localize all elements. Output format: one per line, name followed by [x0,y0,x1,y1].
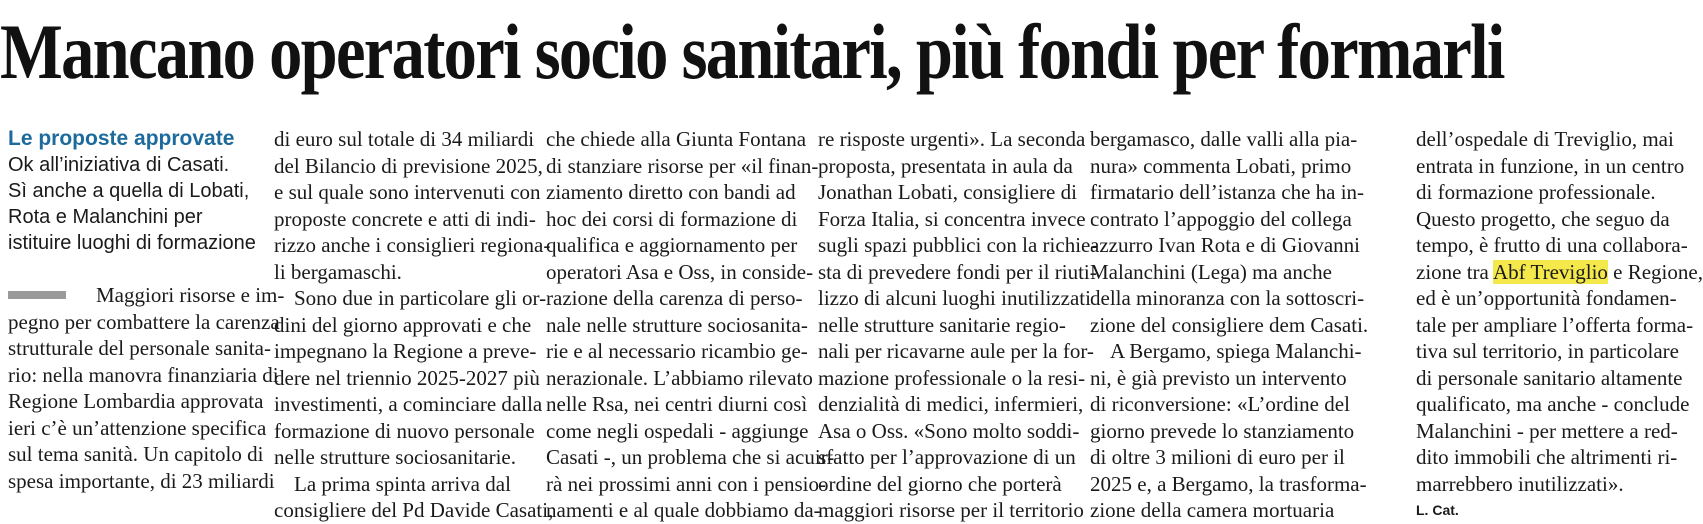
text-line: 2025 e, a Bergamo, la trasforma- [1090,471,1367,496]
text-line: spesa importante, di 23 miliardi [8,468,275,493]
highlighted-text: Abf Treviglio [1492,259,1608,284]
text-line: come negli ospedali - aggiunge [546,418,809,443]
text-line: nelle strutture sociosanitarie. [274,445,517,469]
text-line: operatori Asa e Oss, in conside- [546,259,814,284]
text-line: che chiede alla Giunta Fontana [546,127,807,151]
text-line: Casati -, un problema che si acuir- [546,445,835,469]
text-line: Forza Italia, si concentra invece [818,206,1086,231]
sidebar-line: Rota e Malanchini per [8,206,203,228]
text-line: di oltre 3 milioni di euro per il [1090,445,1345,469]
sidebar-line: Sì anche a quella di Lobati, [8,180,250,202]
text-fragment: e Regione, [1607,259,1703,284]
sidebar-title: Le proposte approvate [8,127,235,150]
text-line: di personale sanitario altamente [1416,365,1683,390]
column-6 [1416,126,1703,524]
text-line: dell’ospedale di Treviglio, mai [1416,127,1674,151]
text-line: nura» commenta Lobati, primo [1090,153,1352,178]
text-line: ed è un’opportunità fondamen- [1416,286,1677,310]
text-line: Asa o Oss. «Sono molto soddi- [818,418,1080,443]
text-line: di formazione professionale. [1416,180,1656,204]
text-line: tale per ampliare l’offerta forma- [1416,312,1694,337]
text-line: formazione di nuovo personale [274,418,535,443]
text-line: giorno prevede lo stanziamento [1090,418,1355,443]
text-line: dini del giorno approvati e che [274,312,532,337]
text-line: ziamento diretto con bandi ad [546,180,796,204]
text-line: nelle Rsa, nei centri diurni così [546,392,808,416]
text-line: Sono due in particolare gli or- [294,286,547,310]
sidebar-subtitle [8,152,256,256]
text-line [1416,259,1703,286]
text-line: di riconversione: «L’ordine del [1090,392,1350,416]
text-line: entrata in funzione, in un centro [1416,153,1685,178]
text-line: re risposte urgenti». La seconda [818,127,1086,151]
text-line: sugli spazi pubblici con la richie- [818,233,1098,257]
text-line: proposte concrete e atti di indi- [274,206,536,231]
text-line: namenti e al quale dobbiamo da- [546,498,821,522]
text-line: nale nelle strutture sociosanita- [546,312,808,337]
text-line: rà nei prossimi anni con i pensio- [546,471,826,496]
text-line: zione della camera mortuaria [1090,498,1335,522]
text-line: rizzo anche i consiglieri regiona- [274,233,551,257]
column-4 [818,126,1098,524]
column-2 [274,126,554,524]
text-line: La prima spinta arriva dal [294,471,511,496]
text-line: rio: nella manovra finanziaria di [8,362,279,387]
text-line: tiva sul territorio, in particolare [1416,339,1679,363]
column-3 [546,126,835,524]
author-signature: L. Cat. [1416,502,1459,518]
sidebar-line: istituire luoghi di formazione [8,232,256,254]
text-fragment: zione tra [1416,259,1493,284]
text-line: investimenti, a cominciare dalla [274,392,543,416]
text-line: marrebbero inutilizzati». [1416,471,1624,496]
text-line: dito immobili che altrimenti ri- [1416,445,1678,469]
text-line: lizzo di alcuni luoghi inutilizzati [818,286,1091,310]
text-line: azzurro Ivan Rota e di Giovanni [1090,233,1360,257]
text-line: ordine del giorno che porterà [818,471,1062,496]
headline: Mancano operatori socio sanitari, più fondi per formarli [0,8,1504,95]
text-line: tempo, è frutto di una collabora- [1416,233,1688,257]
text-line: qualificato, ma anche - conclude [1416,392,1690,416]
text-line: Questo progetto, che seguo da [1416,206,1670,231]
text-line: mazione professionale o la resi- [818,365,1086,390]
text-line: maggiori risorse per il territorio [818,498,1084,522]
text-line: Maggiori risorse e im- [96,283,285,307]
text-line: nelle strutture sanitarie regio- [818,312,1066,337]
text-line: zione del consigliere dem Casati. [1090,312,1369,337]
text-line: di euro sul totale di 34 miliardi [274,127,535,151]
text-line: hoc dei corsi di formazione di [546,206,798,231]
text-line: sul tema sanità. Un capitolo di [8,442,264,466]
text-line: Malanchini (Lega) ma anche [1090,259,1332,284]
text-line: rie e al necessario ricambio ge- [546,339,808,363]
text-line: strutturale del personale sanita- [8,336,271,360]
text-line: dere nel triennio 2025-2027 più [274,365,540,390]
column-5 [1090,126,1369,524]
text-line: pegno per combattere la carenza [8,309,280,334]
text-line: impegnano la Regione a preve- [274,339,537,363]
text-line: ieri c’è un’attenzione specifica [8,415,267,440]
text-line: sfatto per l’approvazione di un [818,445,1076,469]
text-line: nali per ricavarne aule per la for- [818,339,1094,363]
text-line: ni, è già previsto un intervento [1090,365,1347,390]
text-line: proposta, presentata in aula da [818,153,1073,178]
text-line: Malanchini - per mettere a red- [1416,418,1678,443]
text-line: Regione Lombardia approvata [8,389,264,413]
text-line: contrato l’appoggio del collega [1090,206,1352,231]
text-line: di stanziare risorse per «il finan- [546,153,819,178]
text-line: bergamasco, dalle valli alla pia- [1090,127,1358,151]
text-line: A Bergamo, spiega Malanchi- [1110,339,1362,363]
text-line: della minoranza con la sottoscri- [1090,286,1365,310]
text-line: Jonathan Lobati, consigliere di [818,180,1077,204]
text-line: razione della carenza di perso- [546,286,803,310]
text-line: qualifica e aggiornamento per [546,233,798,257]
text-line: denzialità di medici, infermieri, [818,392,1084,416]
column-1 [8,282,284,494]
text-line: nerazionale. L’abbiamo rilevato [546,365,813,390]
text-line: e sul quale sono intervenuti con [274,180,541,204]
text-line: sta di prevedere fondi per il riuti- [818,259,1097,284]
text-line: consigliere del Pd Davide Casati, [274,498,554,522]
text-line: firmatario dell’istanza che ha in- [1090,180,1365,204]
text-line: del Bilancio di previsione 2025, [274,153,543,178]
text-line: li bergamaschi. [274,259,402,284]
sidebar-line: Ok all’iniziativa di Casati. [8,154,230,176]
